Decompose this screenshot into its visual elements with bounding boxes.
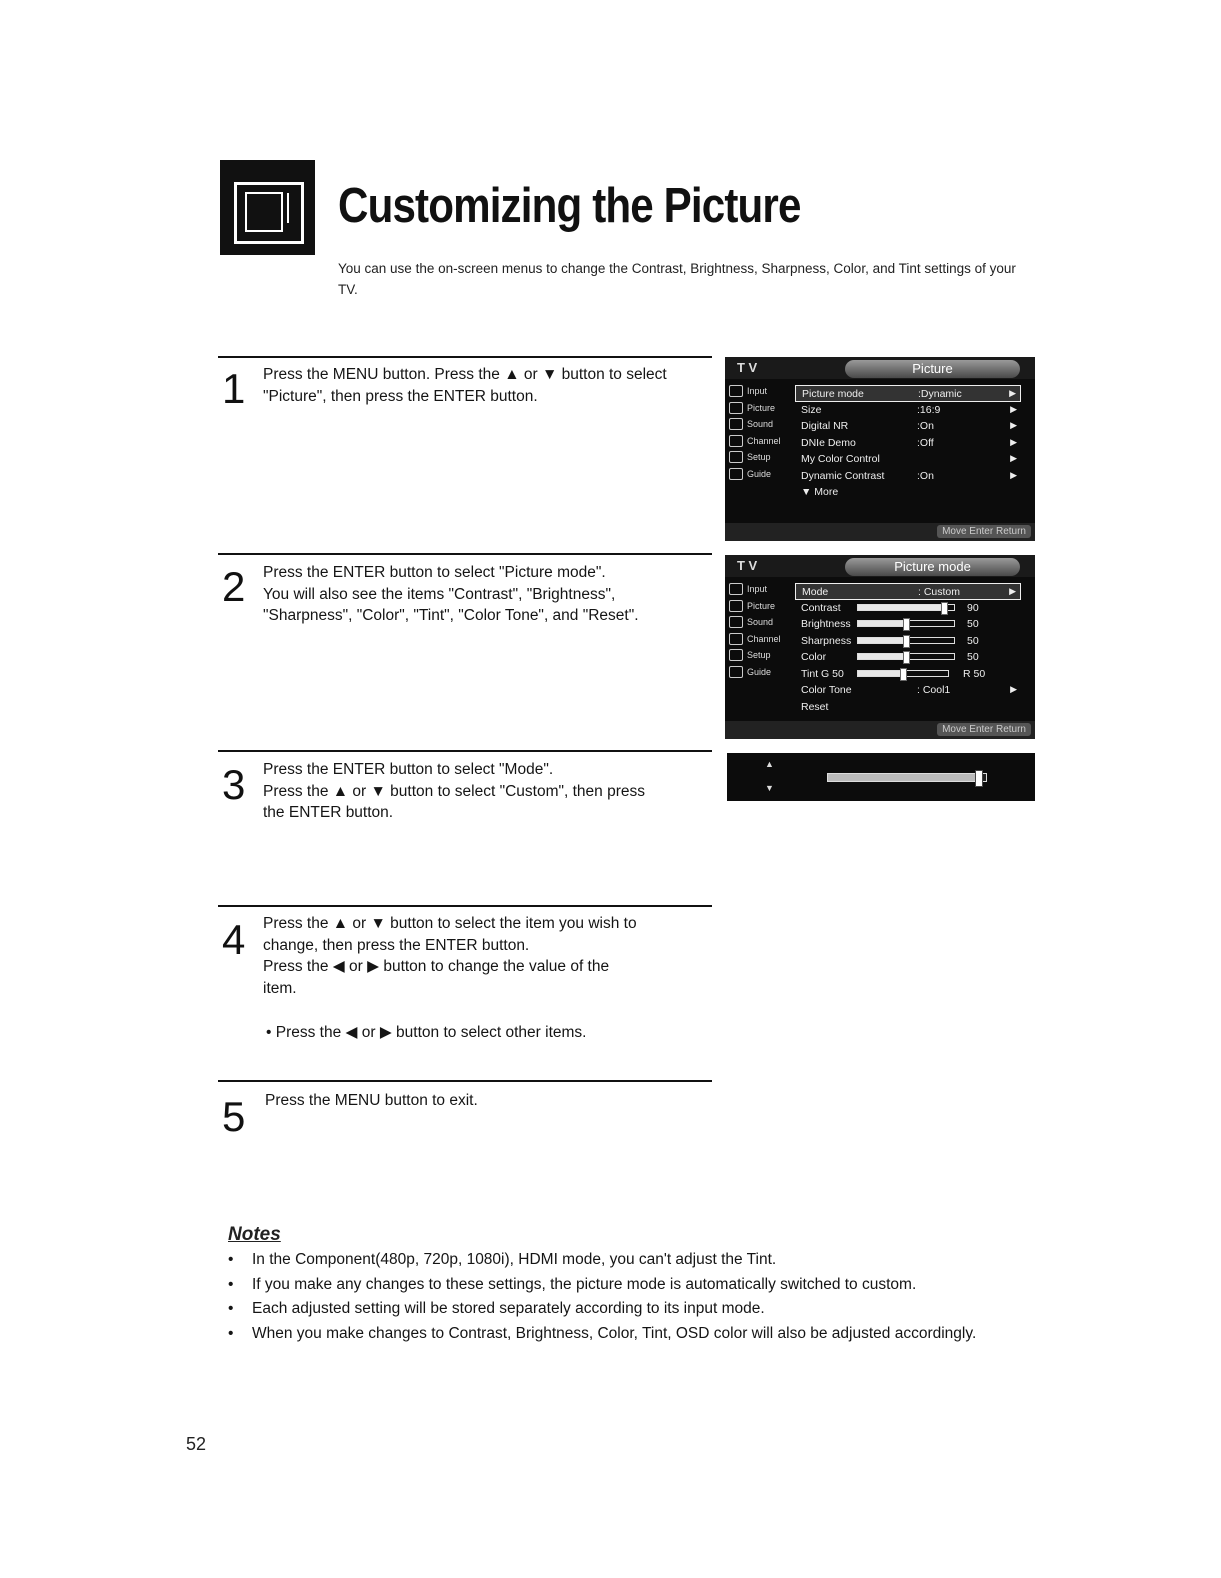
menu-tab: Picture mode (845, 558, 1020, 576)
channel-icon (729, 633, 743, 645)
step-divider (218, 905, 712, 907)
step-2-text: Press the ENTER button to select "Picture mode". You will also see the items "Contrast", "Brightness", "Sharpness", "Color", "Tint", "Color Tone", and "Reset". (263, 564, 639, 624)
note-item: • If you make any changes to these settings, the picture mode is automatically switched to custom. (228, 1273, 1028, 1298)
note-item: • In the Component(480p, 720p, 1080i), HDMI mode, you can't adjust the Tint. (228, 1248, 1028, 1273)
up-arrow-icon: ▲ (765, 759, 774, 769)
guide-icon (729, 468, 743, 480)
input-icon (729, 583, 743, 595)
tv-picture-menu-screen: T V Picture Input Picture Sound Channel Setup Guide Picture mode :Dynamic ▶ Size :16:9 ▶ Digital NR :On ▶ DNIe Demo :Off ▶ My Color Control ▶ Dynamic Contrast :On ▶ ▼ More Move Enter Return (725, 357, 1035, 541)
menu-row: My Color Control ▶ (801, 453, 1017, 465)
step-1-text: Press the MENU button. Press the ▲ or ▼ button to select "Picture", then press the ENTER button. (263, 366, 667, 405)
step-number: 5 (222, 1093, 246, 1140)
down-arrow-icon: ▼ (765, 783, 774, 793)
menu-row: Dynamic Contrast :On ▶ (801, 469, 1017, 482)
osd-sidebar: Input Picture Sound Channel Setup Guide (729, 383, 789, 482)
step-number: 3 (222, 761, 246, 808)
reset-row: Reset (801, 700, 829, 713)
sound-icon (729, 418, 743, 430)
menu-row: Size :16:9 ▶ (801, 403, 1017, 416)
tv-slider-screen (727, 753, 1035, 801)
tv-picture-mode-screen: T V Picture mode Input Picture Sound Channel Setup Guide Mode : Custom ▶ Contrast 90 Brightness 50 Sharpness 50 Color 50 Tint G 50 R 50 Color Tone : Cool1 ▶ Reset Move Enter Return (725, 555, 1035, 739)
color-row: Color 50 (801, 651, 979, 663)
tv-picture-icon (220, 160, 315, 255)
step-number: 2 (222, 563, 246, 610)
step-number: 1 (222, 365, 246, 412)
menu-row: DNIe Demo :Off ▶ (801, 436, 1017, 449)
step-number: 4 (222, 916, 246, 963)
step-4-bullet: • Press the ◀ or ▶ button to select other items. (266, 1024, 587, 1041)
page-number: 52 (186, 1434, 207, 1454)
menu-row: ▼ More (801, 486, 839, 498)
setup-icon (729, 649, 743, 661)
step-3-text: Press the ENTER button to select "Mode". Press the ▲ or ▼ button to select "Custom", then press the ENTER button. (263, 761, 645, 821)
osd-sidebar: Input Picture Sound Channel Setup Guide (729, 581, 789, 680)
osd-hint: Move Enter Return (937, 723, 1031, 736)
intro-text: You can use the on-screen menus to change the Contrast, Brightness, Sharpness, Color, and Tint settings of your TV. (338, 261, 1016, 297)
value-slider (827, 773, 987, 782)
osd-menu-list (795, 583, 1021, 715)
picture-icon (729, 600, 743, 612)
contrast-row: Contrast 90 (801, 601, 979, 614)
notes-list (228, 1248, 1028, 1346)
guide-icon (729, 666, 743, 678)
osd-menu-list (795, 385, 1021, 501)
input-icon (729, 385, 743, 397)
menu-row: Picture mode :Dynamic ▶ (795, 385, 1021, 402)
tint-row: Tint G 50 R 50 (801, 667, 986, 680)
brightness-row: Brightness 50 (801, 618, 979, 630)
step-divider (218, 356, 712, 358)
note-item: • When you make changes to Contrast, Brightness, Color, Tint, OSD color will also be adjusted accordingly. (228, 1322, 1028, 1347)
step-divider (218, 750, 712, 752)
step-5-text: Press the MENU button to exit. (265, 1092, 478, 1109)
note-item: • Each adjusted setting will be stored separately according to its input mode. (228, 1297, 1028, 1322)
step-divider (218, 553, 712, 555)
menu-tab: Picture (845, 360, 1020, 378)
page-title: Customizing the Picture (338, 179, 801, 233)
notes-heading: Notes (228, 1224, 281, 1245)
osd-hint: Move Enter Return (937, 525, 1031, 538)
step-4-text: Press the ▲ or ▼ button to select the item you wish to change, then press the ENTER button. Press the ◀ or ▶ button to change the value of the item. (263, 915, 637, 997)
step-divider (218, 1080, 712, 1082)
sharpness-row: Sharpness 50 (801, 634, 979, 647)
setup-icon (729, 451, 743, 463)
sound-icon (729, 616, 743, 628)
mode-row: Mode : Custom ▶ (795, 583, 1021, 600)
menu-row: Digital NR :On ▶ (801, 420, 1017, 432)
picture-icon (729, 402, 743, 414)
channel-icon (729, 435, 743, 447)
color-tone-row: Color Tone : Cool1 ▶ (801, 684, 1017, 696)
